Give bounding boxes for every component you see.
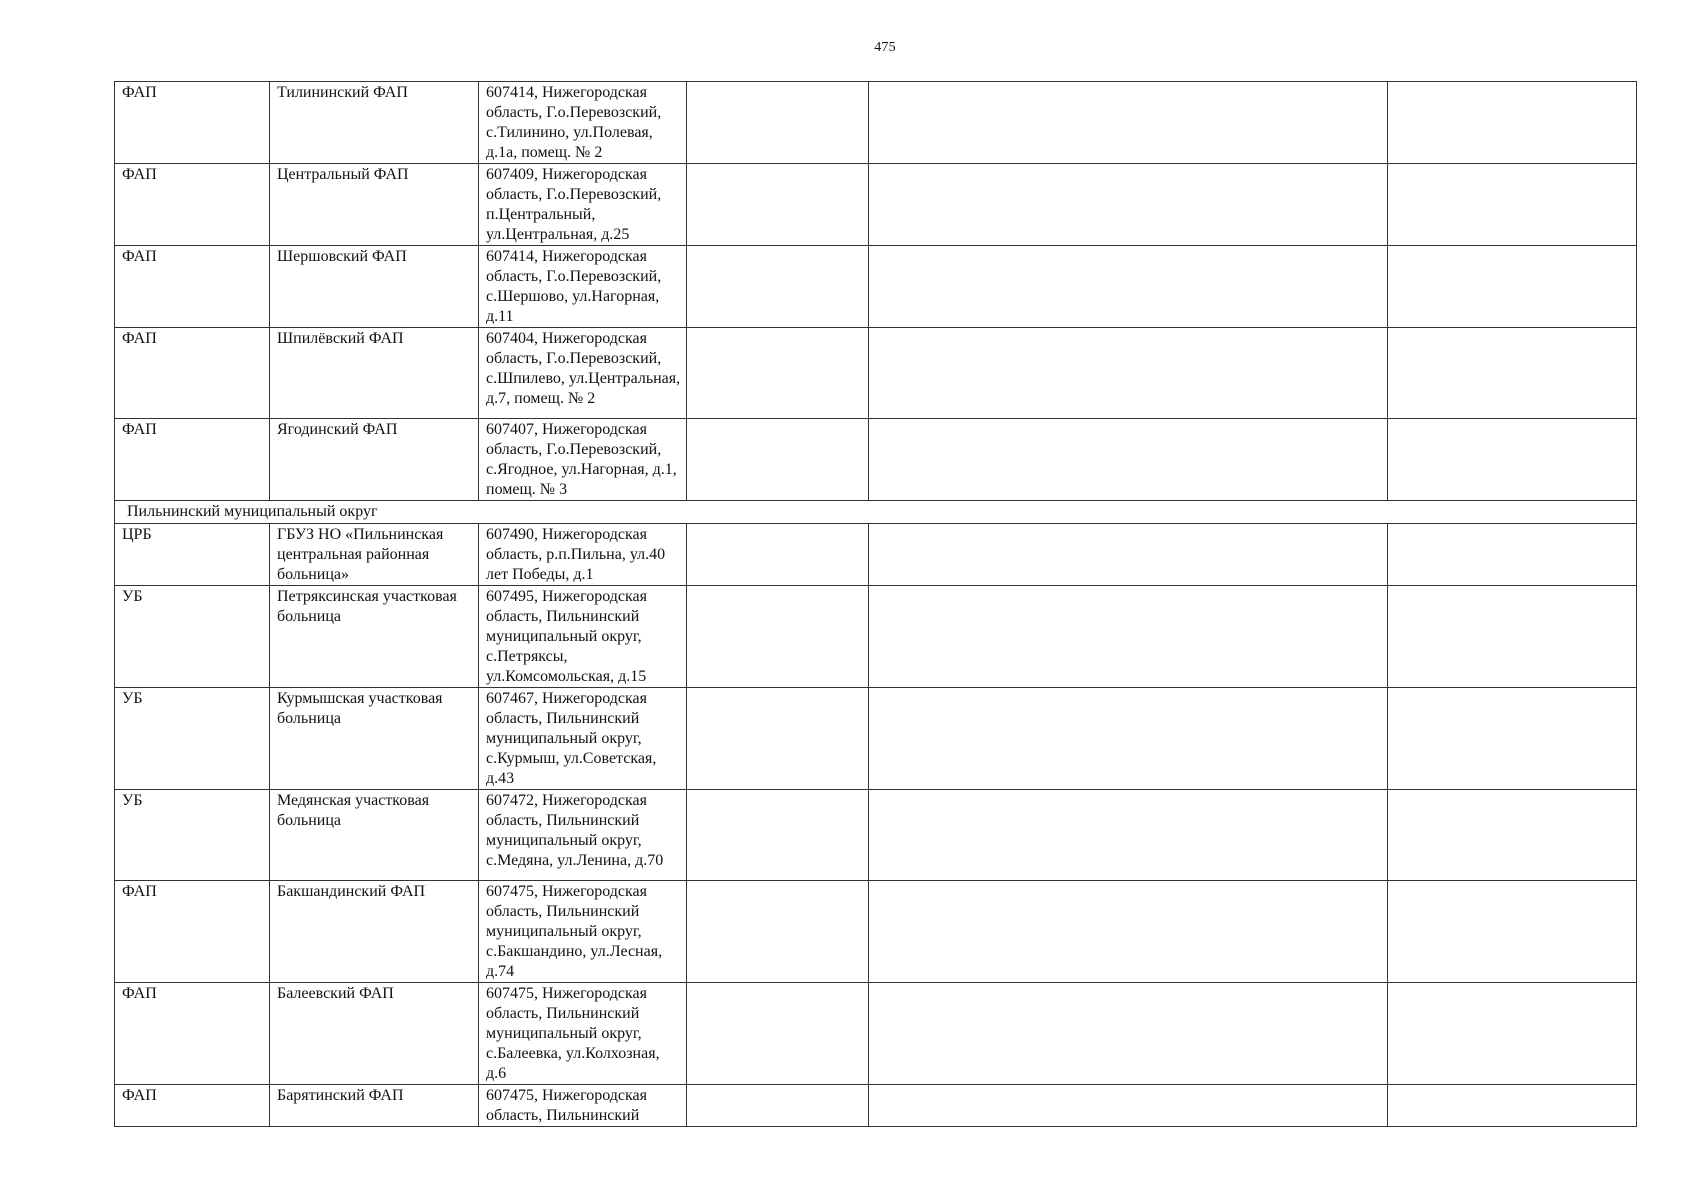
empty-cell-col6 xyxy=(1388,983,1637,1085)
empty-cell-col4 xyxy=(687,328,869,419)
empty-cell-col5 xyxy=(869,881,1388,983)
page-number: 475 xyxy=(874,40,896,55)
facility-address-cell: 607414, Нижегородская область, Г.о.Перевозский, с.Тилинино, ул.Полевая, д.1а, помещ. № 2 xyxy=(479,82,687,164)
table-row xyxy=(115,688,1637,790)
facility-name-cell: Петряксинская участковая больница xyxy=(270,586,479,688)
facility-address-cell: 607407, Нижегородская область, Г.о.Перевозский, с.Ягодное, ул.Нагорная, д.1, помещ. № 3 xyxy=(479,419,687,501)
empty-cell-col4 xyxy=(687,881,869,983)
table-row xyxy=(115,790,1637,881)
empty-cell-col5 xyxy=(869,328,1388,419)
empty-cell-col4 xyxy=(687,586,869,688)
empty-cell-col4 xyxy=(687,790,869,881)
facility-type-cell: ЦРБ xyxy=(115,524,270,586)
empty-cell-col4 xyxy=(687,524,869,586)
facility-address-cell: 607409, Нижегородская область, Г.о.Перевозский, п.Центральный, ул.Центральная, д.25 xyxy=(479,164,687,246)
facility-type-cell: ФАП xyxy=(115,419,270,501)
table-row xyxy=(115,82,1637,164)
empty-cell-col6 xyxy=(1388,419,1637,501)
table-row xyxy=(115,524,1637,586)
facility-type-cell: ФАП xyxy=(115,246,270,328)
facility-address-cell: 607414, Нижегородская область, Г.о.Перевозский, с.Шершово, ул.Нагорная, д.11 xyxy=(479,246,687,328)
empty-cell-col6 xyxy=(1388,524,1637,586)
table-row xyxy=(115,164,1637,246)
facility-type-cell: ФАП xyxy=(115,881,270,983)
facility-type-cell: ФАП xyxy=(115,164,270,246)
facility-name-cell: Балеевский ФАП xyxy=(270,983,479,1085)
table-row xyxy=(115,328,1637,419)
table-body xyxy=(115,82,1637,1127)
empty-cell-col6 xyxy=(1388,881,1637,983)
empty-cell-col6 xyxy=(1388,82,1637,164)
empty-cell-col5 xyxy=(869,246,1388,328)
facilities-table xyxy=(114,81,1637,1127)
facility-address-cell: 607475, Нижегородская область, Пильнинский xyxy=(479,1085,687,1127)
facility-address-cell: 607495, Нижегородская область, Пильнинский муниципальный округ, с.Петряксы, ул.Комсомольская, д.15 xyxy=(479,586,687,688)
empty-cell-col6 xyxy=(1388,164,1637,246)
empty-cell-col5 xyxy=(869,524,1388,586)
empty-cell-col4 xyxy=(687,983,869,1085)
section-label: Пильнинский муниципальный округ xyxy=(115,501,1637,524)
table-row xyxy=(115,419,1637,501)
facility-name-cell: Ягодинский ФАП xyxy=(270,419,479,501)
facility-address-cell: 607475, Нижегородская область, Пильнинский муниципальный округ, с.Балеевка, ул.Колхозная, д.6 xyxy=(479,983,687,1085)
empty-cell-col6 xyxy=(1388,246,1637,328)
facility-type-cell: ФАП xyxy=(115,983,270,1085)
facility-type-cell: ФАП xyxy=(115,1085,270,1127)
empty-cell-col5 xyxy=(869,586,1388,688)
facility-name-cell: Тилининский ФАП xyxy=(270,82,479,164)
empty-cell-col6 xyxy=(1388,1085,1637,1127)
facility-name-cell: Бакшандинский ФАП xyxy=(270,881,479,983)
empty-cell-col5 xyxy=(869,983,1388,1085)
facility-type-cell: УБ xyxy=(115,790,270,881)
empty-cell-col5 xyxy=(869,1085,1388,1127)
empty-cell-col4 xyxy=(687,82,869,164)
facility-name-cell: Центральный ФАП xyxy=(270,164,479,246)
facility-name-cell: Шпилёвский ФАП xyxy=(270,328,479,419)
empty-cell-col4 xyxy=(687,164,869,246)
table-row xyxy=(115,983,1637,1085)
section-row xyxy=(115,501,1637,524)
facility-type-cell: УБ xyxy=(115,586,270,688)
facility-type-cell: ФАП xyxy=(115,82,270,164)
empty-cell-col4 xyxy=(687,246,869,328)
empty-cell-col4 xyxy=(687,419,869,501)
facility-name-cell: Шершовский ФАП xyxy=(270,246,479,328)
facility-type-cell: ФАП xyxy=(115,328,270,419)
facility-name-cell: Барятинский ФАП xyxy=(270,1085,479,1127)
empty-cell-col6 xyxy=(1388,328,1637,419)
table-row xyxy=(115,246,1637,328)
table-row xyxy=(115,586,1637,688)
empty-cell-col5 xyxy=(869,790,1388,881)
facility-address-cell: 607475, Нижегородская область, Пильнинский муниципальный округ, с.Бакшандино, ул.Лесная, д.74 xyxy=(479,881,687,983)
empty-cell-col5 xyxy=(869,82,1388,164)
empty-cell-col4 xyxy=(687,688,869,790)
empty-cell-col6 xyxy=(1388,688,1637,790)
empty-cell-col5 xyxy=(869,164,1388,246)
empty-cell-col5 xyxy=(869,419,1388,501)
facility-name-cell: Курмышская участковая больница xyxy=(270,688,479,790)
facility-address-cell: 607404, Нижегородская область, Г.о.Перевозский, с.Шпилево, ул.Центральная, д.7, помещ. № 2 xyxy=(479,328,687,419)
empty-cell-col6 xyxy=(1388,586,1637,688)
empty-cell-col4 xyxy=(687,1085,869,1127)
empty-cell-col6 xyxy=(1388,790,1637,881)
facility-type-cell: УБ xyxy=(115,688,270,790)
facility-name-cell: Медянская участковая больница xyxy=(270,790,479,881)
facility-name-cell: ГБУЗ НО «Пильнинская центральная районная больница» xyxy=(270,524,479,586)
facility-address-cell: 607472, Нижегородская область, Пильнинский муниципальный округ, с.Медяна, ул.Ленина, д.70 xyxy=(479,790,687,881)
facility-address-cell: 607490, Нижегородская область, р.п.Пильна, ул.40 лет Победы, д.1 xyxy=(479,524,687,586)
table-row xyxy=(115,1085,1637,1127)
table-row xyxy=(115,881,1637,983)
facility-address-cell: 607467, Нижегородская область, Пильнинский муниципальный округ, с.Курмыш, ул.Советская, д.43 xyxy=(479,688,687,790)
empty-cell-col5 xyxy=(869,688,1388,790)
